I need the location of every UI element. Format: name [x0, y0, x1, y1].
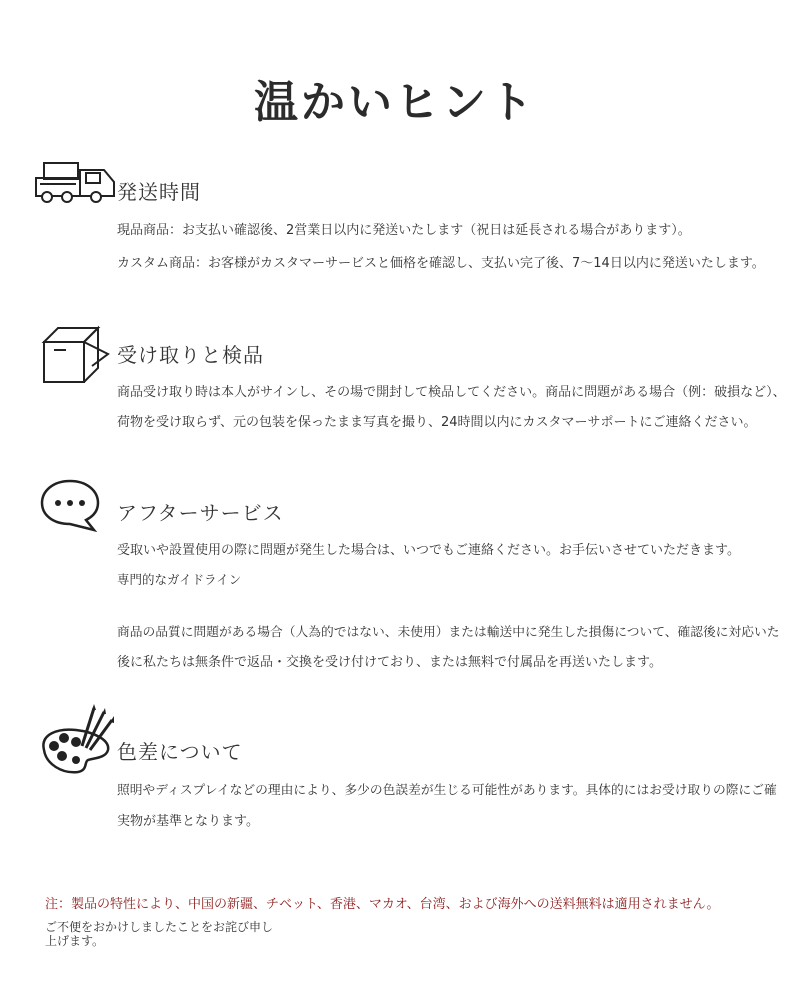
color-line-1: 照明やディスプレイなどの理由により、多少の色誤差が生じる可能性があります。具体的にはお受け取りの際にご確: [117, 783, 777, 798]
inspection-line-2: 荷物を受け取らず、元の包装を保ったまま写真を撮り、24時間以内にカスタマーサポートにご連絡ください。: [117, 415, 757, 430]
section-heading-color-difference: 色差について: [117, 740, 243, 764]
page-title: 温かいヒント: [254, 77, 536, 128]
package-box-icon: [40, 322, 110, 386]
color-line-2: 実物が基準となります。: [117, 814, 259, 829]
after-sales-line-3: 後に私たちは無条件で返品・交換を受け付けており、または無料で付属品を再送いたします。: [117, 655, 662, 670]
shipping-line-2: カスタム商品：お客様がカスタマーサービスと価格を確認し、支払い完了後、7〜14日以内に発送いたします。: [117, 256, 765, 271]
section-heading-shipping: 発送時間: [117, 180, 201, 204]
after-sales-line-1: 受取いや設置使用の際に問題が発生した場合は、いつでもご連絡ください。お手伝いさせていただきます。: [117, 543, 740, 558]
inspection-line-1: 商品受け取り時は本人がサインし、その場で開封して検品してください。商品に問題がある場合（例：破損など）、: [117, 385, 786, 400]
after-sales-line-2: 商品の品質に問題がある場合（人為的ではない、未使用）または輸送中に発生した損傷について、確認後に対応いた: [117, 625, 780, 640]
shipping-line-1: 現品商品：お支払い確認後、2営業日以内に発送いたします（祝日は延長される場合があります）。: [117, 223, 691, 238]
chat-bubble-icon: [40, 478, 102, 534]
section-heading-after-sales: アフターサービス: [117, 501, 284, 525]
section-heading-inspection: 受け取りと検品: [117, 343, 264, 367]
apology-text: ご不便をおかけしましたことをお詫び申し上げます。: [45, 920, 274, 948]
guideline-label: 専門的なガイドライン: [117, 572, 242, 587]
truck-icon: [34, 160, 116, 206]
paint-palette-icon: [38, 702, 118, 774]
shipping-exclusion-note: 注：製品の特性により、中国の新疆、チベット、香港、マカオ、台湾、および海外への送料無料は適用されません。: [45, 897, 720, 912]
